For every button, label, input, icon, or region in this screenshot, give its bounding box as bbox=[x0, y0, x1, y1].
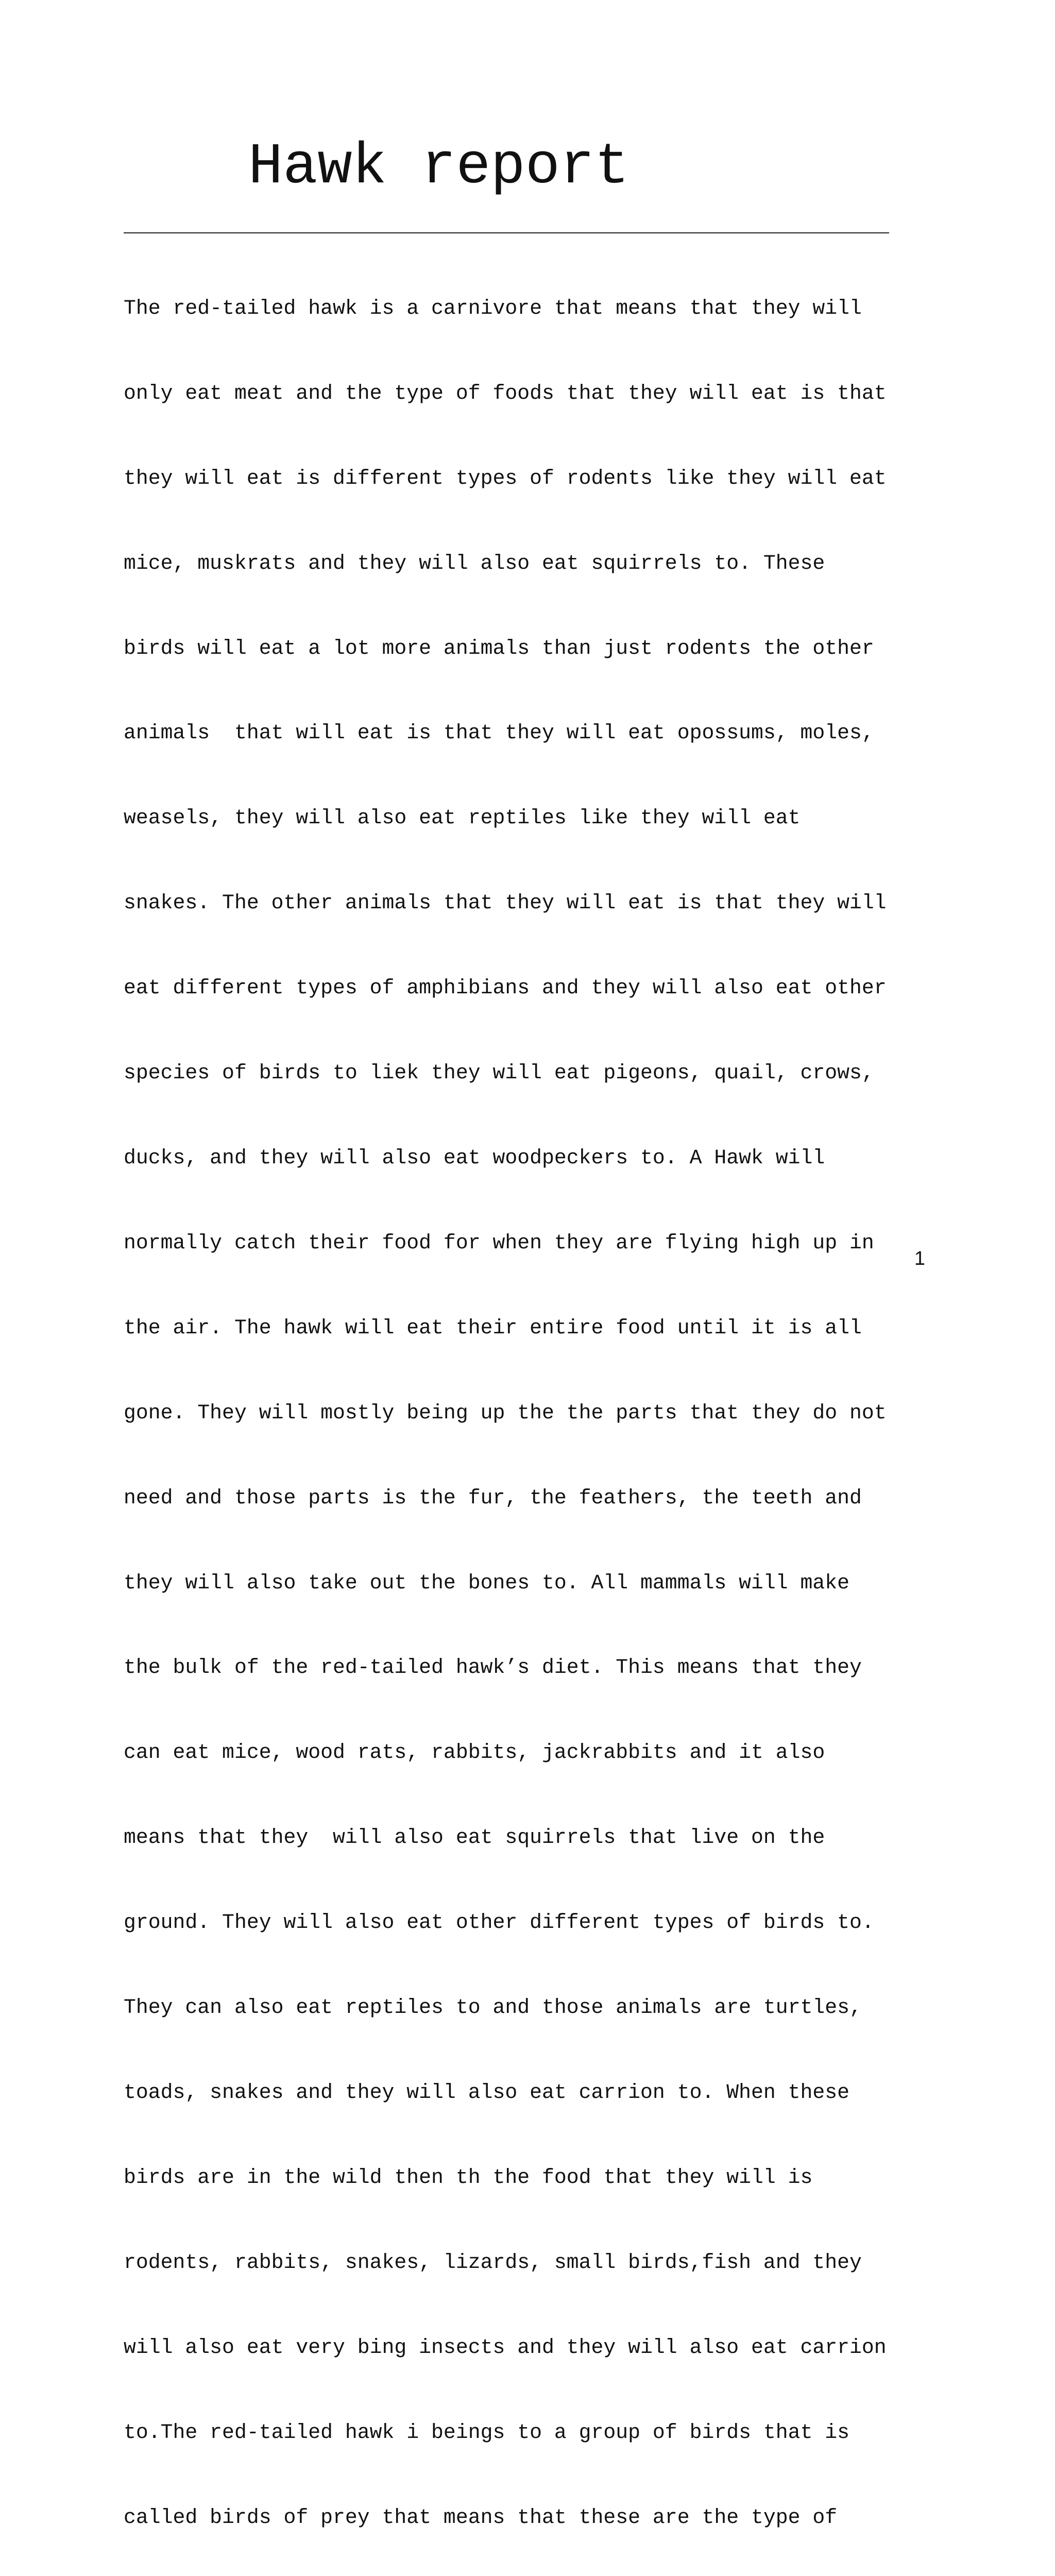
document-title: Hawk report bbox=[248, 134, 629, 200]
text-line: normally catch their food for when they are flying high up in bbox=[124, 1231, 874, 1255]
text-line: animals that will eat is that they will eat opossums, moles, bbox=[124, 721, 874, 745]
text-line: will also eat very bing insects and they will also eat carrion bbox=[124, 2335, 887, 2359]
text-line: means that they will also eat squirrels that live on the bbox=[124, 1826, 825, 1850]
text-line: ground. They will also eat other different types of birds to. bbox=[124, 1911, 874, 1935]
text-line: they will also take out the bones to. All mammals will make bbox=[124, 1571, 850, 1595]
text-line: snakes. The other animals that they will eat is that they will bbox=[124, 891, 887, 915]
text-line: to.The red-tailed hawk i beings to a group of birds that is bbox=[124, 2420, 850, 2444]
text-line: weasels, they will also eat reptiles like they will eat bbox=[124, 806, 801, 830]
text-line: The red-tailed hawk is a carnivore that means that they will bbox=[124, 296, 862, 320]
text-line: need and those parts is the fur, the feathers, the teeth and bbox=[124, 1486, 862, 1510]
text-line: only eat meat and the type of foods that they will eat is that bbox=[124, 381, 887, 405]
text-line: the air. The hawk will eat their entire food until it is all bbox=[124, 1316, 862, 1340]
text-line: the bulk of the red-tailed hawk’s diet. This means that they bbox=[124, 1656, 862, 1680]
page-number: 1 bbox=[914, 1248, 925, 1269]
text-line: ducks, and they will also eat woodpeckers to. A Hawk will bbox=[124, 1146, 825, 1170]
text-line: can eat mice, wood rats, rabbits, jackrabbits and it also bbox=[124, 1741, 825, 1765]
text-line: species of birds to liek they will eat pigeons, quail, crows, bbox=[124, 1061, 874, 1085]
text-line: called birds of prey that means that these are the type of bbox=[124, 2505, 838, 2529]
body-text bbox=[124, 238, 896, 2576]
text-line: eat different types of amphibians and they will also eat other bbox=[124, 976, 887, 1000]
title-underline bbox=[124, 232, 889, 233]
text-line: toads, snakes and they will also eat carrion to. When these bbox=[124, 2080, 850, 2104]
text-line: they will eat is different types of rodents like they will eat bbox=[124, 466, 887, 490]
text-line: birds are in the wild then th the food that they will is bbox=[124, 2165, 813, 2189]
text-line: mice, muskrats and they will also eat squirrels to. These bbox=[124, 551, 825, 575]
text-line: They can also eat reptiles to and those animals are turtles, bbox=[124, 1996, 862, 2020]
text-line: rodents, rabbits, snakes, lizards, small birds,fish and they bbox=[124, 2250, 862, 2274]
text-line: gone. They will mostly being up the the parts that they do not bbox=[124, 1401, 887, 1425]
text-line: birds will eat a lot more animals than just rodents the other bbox=[124, 636, 874, 660]
